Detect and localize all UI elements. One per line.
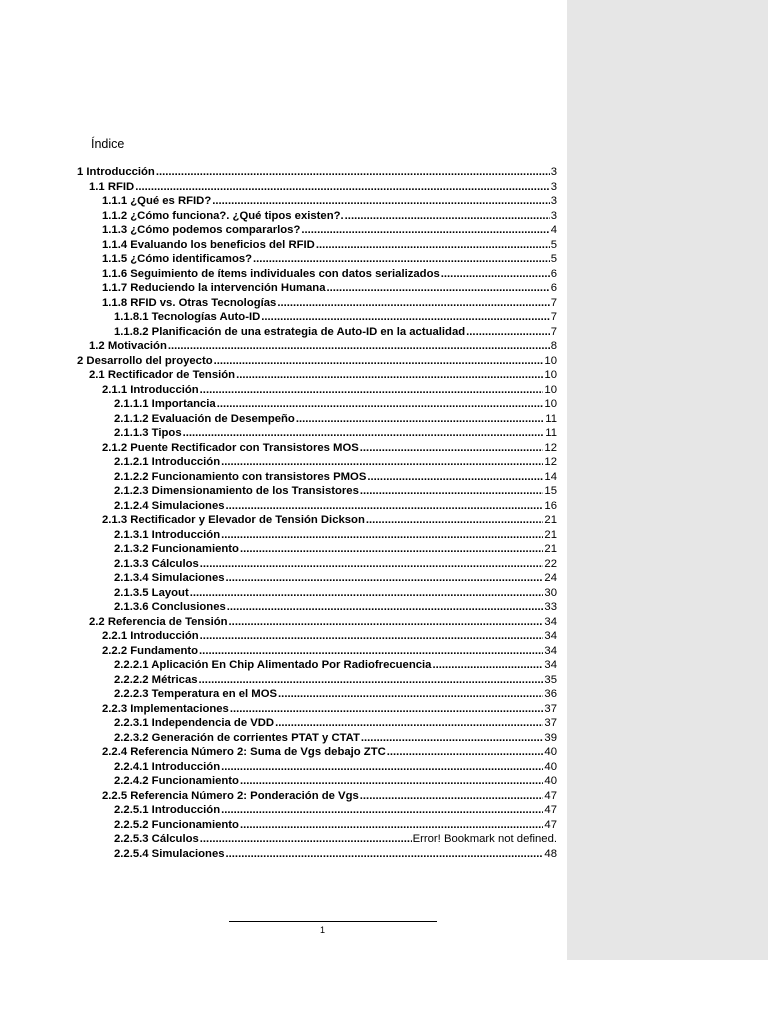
toc-entry[interactable] [0,442,567,457]
toc-entry[interactable] [0,761,567,776]
toc-entry-page: 37 [544,702,557,715]
toc-entry[interactable] [0,717,567,732]
toc-entry-label: 2.1.3.4 Simulaciones [114,572,225,584]
toc-dot-leader [226,848,544,860]
footer-rule [229,921,437,922]
toc-entry-label: 1.1 RFID [89,180,135,193]
toc-entry-label: 2.2 Referencia de Tensión [89,615,228,628]
toc-entry-page: 10 [544,383,557,396]
toc-dot-leader [367,471,543,483]
footer-page-number: 1 [320,925,326,935]
toc-dot-leader [441,268,550,280]
toc-entry[interactable] [0,456,567,471]
toc-entry[interactable] [0,384,567,399]
toc-dot-leader [432,659,543,671]
toc-dot-leader [200,558,544,570]
toc-dot-leader [275,717,543,729]
toc-entry[interactable] [0,790,567,805]
toc-entry[interactable] [0,645,567,660]
toc-entry-label: 2.2.5.1 Introducción [114,804,221,816]
toc-entry[interactable] [0,558,567,573]
toc-dot-leader [360,485,544,497]
toc-entry-label: 2.1.2.1 Introducción [114,456,221,468]
toc-entry-label: 2.1.3.2 Funcionamiento [114,543,239,555]
toc-entry[interactable] [0,703,567,718]
toc-entry-page: 10 [544,369,557,381]
toc-entry[interactable] [0,282,567,297]
toc-entry-label: 2.1.1.3 Tipos [114,427,182,439]
toc-dot-leader [261,311,549,323]
toc-entry-page: 40 [544,775,557,787]
toc-entry-page: 15 [544,485,557,497]
toc-entry-page: 48 [544,847,557,860]
toc-entry-page: 16 [544,499,557,512]
toc-dot-leader [360,790,544,802]
toc-entry-label: 2.1.1.2 Evaluación de Desempeño [114,412,295,425]
toc-entry-label: 2.2.5.3 Cálculos [114,833,199,845]
toc-entry-page: 33 [544,601,557,613]
toc-entry-page: 21 [544,543,557,555]
toc-entry-label: 1.1.7 Reduciendo la intervención Humana [102,282,326,294]
toc-entry[interactable] [0,572,567,587]
toc-dot-leader [221,804,543,816]
toc-entry-page: 5 [550,238,557,251]
toc-entry[interactable] [0,659,567,674]
toc-dot-leader [221,456,543,468]
toc-entry[interactable] [0,732,567,747]
toc-dot-leader [227,601,544,613]
toc-dot-leader [301,224,549,236]
toc-entry[interactable] [0,848,567,863]
toc-entry[interactable] [0,819,567,834]
toc-dot-leader [327,282,550,294]
toc-entry-label: 2.2.3.2 Generación de corrientes PTAT y CTAT [114,731,360,744]
toc-dot-leader [296,413,544,425]
toc-entry-page: 3 [550,166,557,178]
toc-dot-leader [316,239,550,251]
toc-entry-page: 3 [550,209,557,222]
toc-entry-page: 34 [544,615,557,628]
toc-entry-label: 2.1.2.2 Funcionamiento con transistores PMOS [114,470,367,483]
toc-dot-leader [212,195,549,207]
toc-entry-label: 1.1.8 RFID vs. Otras Tecnologías [102,296,277,309]
toc-entry-page: 47 [544,804,557,816]
toc-entry-label: 2 Desarrollo del proyecto [77,354,213,367]
toc-entry-label: 2.2.5.2 Funcionamiento [114,818,239,831]
toc-dot-leader [278,688,543,700]
toc-entry-page: 7 [550,325,557,338]
toc-dot-leader [253,253,550,265]
toc-entry-label: 2.2.1 Introducción [102,630,199,642]
toc-entry-label: 2.1.2.4 Simulaciones [114,499,225,512]
toc-entry-label: 1.1.8.1 Tecnologías Auto-ID [114,311,261,323]
toc-entry[interactable] [0,355,567,370]
toc-entry-page: 12 [544,441,557,454]
toc-entry-page: 47 [544,818,557,831]
toc-entry[interactable] [0,195,567,210]
toc-entry-label: 2.1.3 Rectificador y Elevador de Tensión Dickson [102,514,365,526]
toc-entry-label: 2.2.2 Fundamento [102,644,199,657]
toc-entry-page: 3 [550,180,557,193]
toc-entry[interactable] [0,804,567,819]
toc-dot-leader [387,746,544,758]
toc-entry-label: 2.2.3 Implementaciones [102,702,229,715]
toc-entry-page: 4 [550,224,557,236]
toc-entry-page: 11 [545,427,557,439]
toc-entry-page: 5 [550,253,557,265]
toc-entry[interactable] [0,587,567,602]
toc-entry-label: 1.1.5 ¿Cómo identificamos? [102,253,253,265]
toc-entry-label: 2.2.4 Referencia Número 2: Suma de Vgs debajo ZTC [102,746,386,758]
toc-entry-page: 24 [544,572,557,584]
toc-entry[interactable] [0,630,567,645]
toc-dot-leader [361,732,544,744]
toc-entry-page: 34 [544,659,557,671]
toc-entry-page: 6 [550,267,557,280]
toc-entry[interactable] [0,340,567,355]
toc-dot-leader [135,181,550,193]
toc-entry-page: 47 [544,789,557,802]
toc-title: Índice [91,137,125,151]
toc-entry[interactable] [0,601,567,616]
toc-entry[interactable] [0,369,567,384]
toc-dot-leader [199,674,544,686]
toc-entry-label: 2.2.5.4 Simulaciones [114,847,225,860]
toc-entry-page: 7 [550,311,557,323]
toc-entry-label: 1.2 Motivación [89,340,167,352]
toc-entry-page: 8 [550,340,557,352]
toc-dot-leader [240,543,543,555]
toc-entry-page: 21 [544,514,557,526]
toc-entry[interactable] [0,398,567,413]
toc-entry[interactable] [0,833,567,848]
toc-dot-leader [236,369,543,381]
toc-entry-page: 21 [544,528,557,541]
toc-dot-leader [366,514,544,526]
toc-entry-page: 6 [550,282,557,294]
bottom-margin [567,960,768,1024]
toc-entry[interactable] [0,500,567,515]
toc-entry[interactable] [0,224,567,239]
toc-entry[interactable] [0,326,567,341]
toc-entry[interactable] [0,688,567,703]
toc-dot-leader [221,761,543,773]
toc-entry-label: 1.1.6 Seguimiento de ítems individuales con datos serializados [102,267,440,280]
toc-dot-leader [221,529,543,541]
toc-dot-leader [200,833,412,845]
toc-entry-page: 36 [544,688,557,700]
toc-dot-leader [200,630,544,642]
toc-entry-label: 1.1.4 Evaluando los beneficios del RFID [102,238,315,251]
toc-dot-leader [214,355,544,367]
toc-entry-page: 7 [550,296,557,309]
toc-entry-label: 1.1.8.2 Planificación de una estrategia de Auto-ID en la actualidad [114,325,466,338]
toc-dot-leader [226,572,544,584]
toc-entry[interactable] [0,210,567,225]
toc-entry-label: 2.1 Rectificador de Tensión [89,369,236,381]
toc-entry-page: 34 [544,644,557,657]
toc-dot-leader [190,587,544,599]
toc-entry[interactable] [0,775,567,790]
toc-entry[interactable] [0,311,567,326]
toc-entry-label: 2.1.3.1 Introducción [114,528,221,541]
toc-entry-page: 14 [544,470,557,483]
toc-entry-label: 2.1.1 Introducción [102,383,199,396]
toc-entry[interactable] [0,268,567,283]
toc-entry-page: Error! Bookmark not defined. [412,833,557,845]
toc-entry-page: 11 [545,412,557,425]
toc-entry-label: 2.1.2.3 Dimensionamiento de los Transistores [114,485,359,497]
toc-entry-label: 2.1.3.6 Conclusiones [114,601,226,613]
toc-dot-leader [240,819,543,831]
toc-dot-leader [217,398,544,410]
toc-dot-leader [156,166,550,178]
toc-dot-leader [199,645,543,657]
toc-entry[interactable] [0,297,567,312]
toc-dot-leader [277,297,549,309]
toc-entry[interactable] [0,529,567,544]
toc-entry-page: 3 [550,195,557,207]
toc-entry-label: 2.2.2.1 Aplicación En Chip Alimentado Por Radiofrecuencia [114,659,432,671]
toc-entry[interactable] [0,471,567,486]
toc-entry[interactable] [0,543,567,558]
toc-entry-label: 2.2.5 Referencia Número 2: Ponderación de Vgs [102,789,359,802]
toc-entry[interactable] [0,427,567,442]
table-of-contents [0,166,567,862]
toc-entry-page: 30 [544,586,557,599]
toc-entry-label: 2.2.4.1 Introducción [114,760,221,773]
toc-entry[interactable] [0,674,567,689]
toc-entry-label: 1.1.1 ¿Qué es RFID? [102,195,212,207]
toc-dot-leader [466,326,550,338]
toc-entry-label: 2.1.2 Puente Rectificador con Transistores MOS [102,441,359,454]
toc-entry-label: 2.2.2.2 Métricas [114,673,198,686]
toc-entry-page: 35 [544,673,557,686]
toc-entry[interactable] [0,166,567,181]
toc-entry-label: 2.1.1.1 Importancia [114,398,216,410]
toc-dot-leader [345,210,550,222]
toc-entry-label: 1.1.2 ¿Cómo funciona?. ¿Qué tipos existen?. [102,209,344,222]
toc-entry[interactable] [0,413,567,428]
toc-entry-label: 2.2.3.1 Independencia de VDD [114,717,275,729]
toc-entry-label: 1 Introducción [77,166,155,178]
toc-entry-page: 12 [544,456,557,468]
toc-dot-leader [200,384,544,396]
toc-entry[interactable] [0,485,567,500]
toc-entry[interactable] [0,616,567,631]
toc-dot-leader [230,703,544,715]
toc-entry-label: 2.1.3.5 Layout [114,586,189,599]
toc-entry-label: 2.2.4.2 Funcionamiento [114,775,239,787]
toc-entry-page: 37 [544,717,557,729]
toc-entry-page: 22 [544,557,557,570]
toc-entry-page: 40 [544,760,557,773]
toc-entry-page: 10 [544,398,557,410]
toc-dot-leader [168,340,550,352]
toc-entry-label: 1.1.3 ¿Cómo podemos compararlos? [102,224,301,236]
toc-dot-leader [240,775,543,787]
toc-entry-page: 34 [544,630,557,642]
toc-entry[interactable] [0,253,567,268]
toc-dot-leader [183,427,545,439]
toc-dot-leader [226,500,544,512]
toc-entry-label: 2.1.3.3 Cálculos [114,557,199,570]
comment-pane [567,0,768,960]
toc-entry-page: 10 [544,354,557,367]
toc-entry[interactable] [0,746,567,761]
toc-entry[interactable] [0,181,567,196]
toc-entry-label: 2.2.2.3 Temperatura en el MOS [114,688,278,700]
toc-entry-page: 40 [544,746,557,758]
toc-dot-leader [229,616,544,628]
toc-entry[interactable] [0,514,567,529]
toc-entry[interactable] [0,239,567,254]
toc-dot-leader [360,442,544,454]
toc-entry-page: 39 [544,731,557,744]
